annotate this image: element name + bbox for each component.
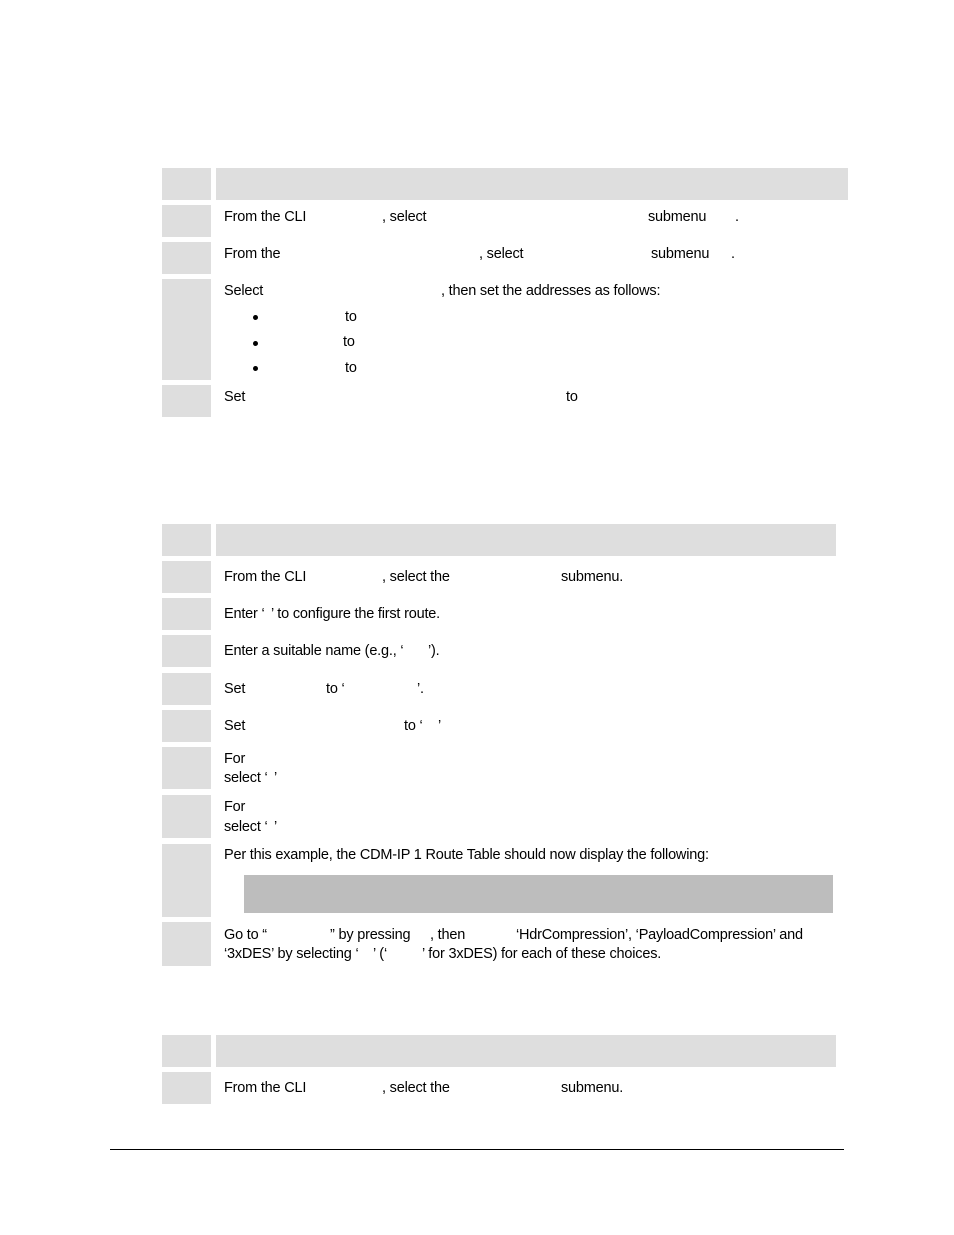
step-text: ’ to configure the first route. [271,606,440,622]
step-text: submenu [648,209,707,225]
bullet [253,315,258,320]
step-text: From the CLI [224,209,307,225]
step-text: Set [224,681,246,697]
step-text: Select [224,283,264,299]
step-text: select ‘ [224,819,268,835]
step-cell-2 [162,598,211,630]
step-text: , select [479,246,524,262]
step-text: From the CLI [224,569,307,585]
footer-rule [110,1149,844,1150]
step-text: submenu. [561,569,624,585]
step-text: Go to “ [224,927,267,943]
step-text: submenu [651,246,710,262]
step-text: , select the [382,569,450,585]
step-text: ’ (‘ [373,946,387,962]
step-text: . [735,209,739,225]
step-text: , select the [382,1080,450,1096]
step-cell-4 [162,673,211,705]
bullet-text: to [345,309,357,325]
table-header-bar [216,1035,836,1067]
step-cell-6 [162,747,211,789]
route-table-display-box [244,875,833,913]
step-text: select ‘ [224,770,268,786]
step-cell-1 [162,205,211,237]
step-text: Enter a suitable name (e.g., ‘ [224,643,404,659]
step-text: ’). [428,643,440,659]
step-cell-9 [162,922,211,966]
step-text: , then set the addresses as follows: [441,283,661,299]
step-cell-header [162,168,211,200]
step-text: ‘HdrCompression’, ‘PayloadCompression’ and [516,927,803,943]
step-text: , select [382,209,427,225]
bullet [253,341,258,346]
table-header-bar [216,524,836,556]
step-cell-1 [162,1072,211,1104]
bullet [253,366,258,371]
step-text: From the CLI [224,1080,307,1096]
step-text: ‘3xDES’ by selecting ‘ [224,946,359,962]
step-text: ’ [274,770,278,786]
step-cell-7 [162,795,211,838]
step-cell-5 [162,710,211,742]
step-cell-header [162,524,211,556]
bullet-text: to [343,334,355,350]
step-cell-1 [162,561,211,593]
step-text: ’ for 3xDES) for each of these choices. [422,946,662,962]
step-text: From the [224,246,281,262]
step-text: to ‘ [326,681,345,697]
step-text: ’ [274,819,278,835]
step-text: Set [224,389,246,405]
step-cell-2 [162,242,211,274]
step-text: Enter ‘ [224,606,265,622]
step-text: . [731,246,735,262]
step-text: For [224,799,246,815]
step-cell-4 [162,385,211,417]
step-text: ” by pressing [330,927,411,943]
step-text: ’ [438,718,442,734]
step-text: ’. [417,681,424,697]
step-cell-3 [162,279,211,380]
step-cell-header [162,1035,211,1067]
step-text: Set [224,718,246,734]
step-text: , then [430,927,466,943]
table-header-bar [216,168,848,200]
step-text: to ‘ [404,718,423,734]
step-cell-3 [162,635,211,667]
step-text: to [566,389,578,405]
step-text: Per this example, the CDM-IP 1 Route Table should now display the following: [224,847,709,863]
step-text: For [224,751,246,767]
step-text: submenu. [561,1080,624,1096]
bullet-text: to [345,360,357,376]
step-cell-8 [162,844,211,917]
